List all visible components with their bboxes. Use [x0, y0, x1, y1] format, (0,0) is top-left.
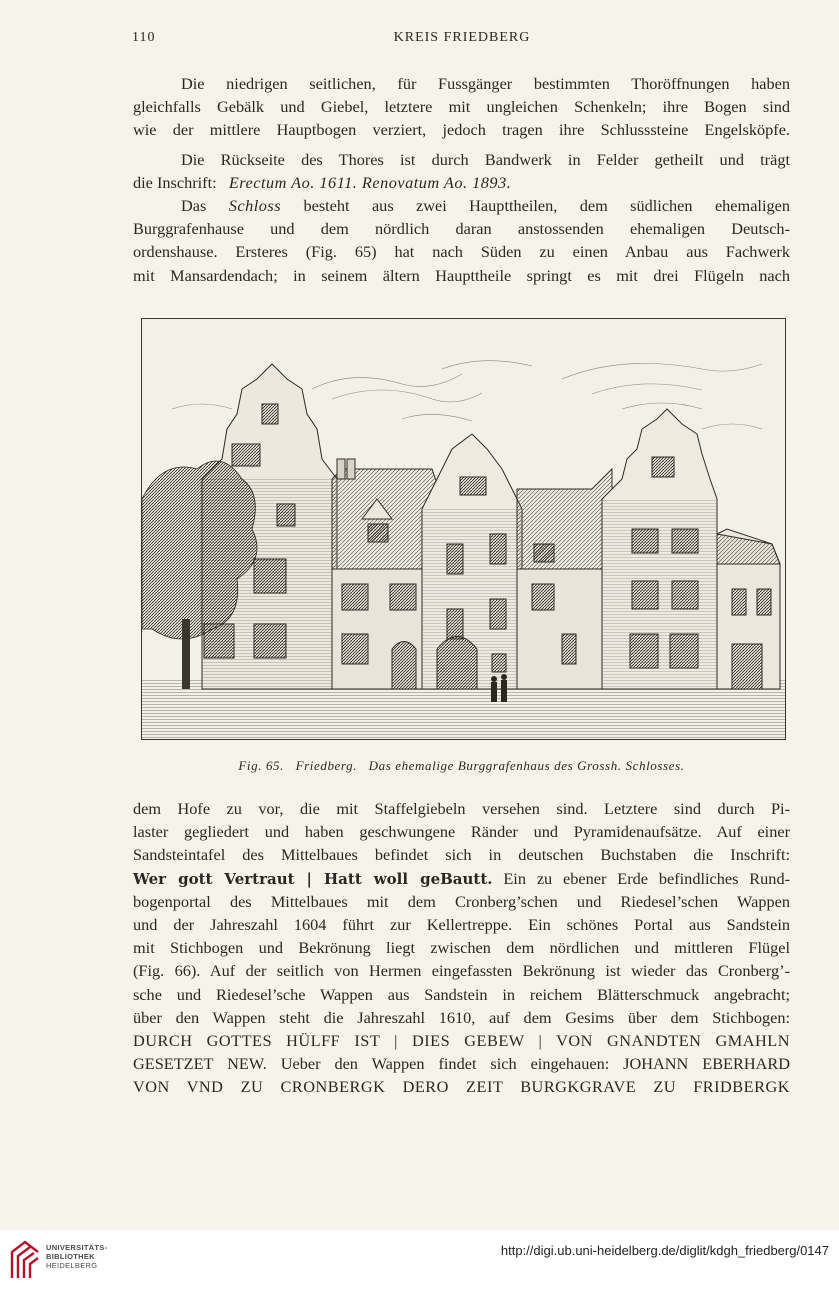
caption-place: Friedberg.: [295, 758, 358, 773]
emphasis-schloss: Schloss: [228, 196, 282, 215]
figure-caption: [133, 758, 790, 774]
text-line: gleichfalls Gebälk und Giebel, letztere mit ungleichen Schenkeln; ihre Bogen sind: [133, 97, 790, 117]
text-fragment: besteht aus zwei Haupttheilen, dem südlichen ehemaligen: [303, 196, 790, 215]
text-line: Burggrafenhause und dem nördlich daran anstossenden ehemaligen Deutsch-: [133, 219, 790, 239]
text-line: wie der mittlere Hauptbogen verziert, jedoch tragen ihre Schlusssteine Engelsköpfe.: [133, 120, 790, 140]
footer-bar: [0, 1230, 839, 1291]
paragraph-2: [133, 148, 790, 194]
paragraph-1: [133, 72, 790, 142]
text-line: Die niedrigen seitlichen, für Fussgänger bestimmten Thoröffnungen haben: [181, 74, 790, 93]
text-line: [133, 194, 790, 217]
library-line-3: HEIDELBERG: [46, 1261, 98, 1270]
library-line-1: UNIVERSITÄTS-: [46, 1243, 108, 1252]
inscription-latin: Erectum Ao. 1611. Renovatum Ao. 1893.: [228, 173, 512, 193]
figure-engraving: [141, 318, 786, 740]
text-line: Sandsteintafel des Mittelbaues befindet sich in deutschen Buchstaben die Inschrift:: [133, 845, 790, 865]
text-fragment: Ein zu ebener Erde befindliches Rund-: [503, 868, 791, 888]
text-line: VON VND ZU CRONBERGK DERO ZEIT BURGKGRAVE ZU FRIDBERGK: [133, 1077, 790, 1097]
text-line: [133, 171, 790, 194]
text-line: DURCH GOTTES HÜLFF IST | DIES GEBEW | VON GNANDTEN GMAHLN: [133, 1030, 790, 1050]
paragraph-4: [133, 797, 790, 1098]
text-line: mit Stichbogen und Bekrönung liegt zwischen dem nördlichen und mittleren Flügel: [133, 938, 790, 958]
text-line: GESETZET NEW. Ueber den Wappen findet sich eingehauen: JOHANN EBERHARD: [133, 1054, 790, 1074]
text-line: mit Mansardendach; in seinem ältern Haupttheile springt es mit drei Flügeln nach: [133, 265, 790, 285]
text-line: und der Jahreszahl 1604 führt zur Kellertreppe. Ein schönes Portal aus Sandstein: [133, 914, 790, 934]
paragraph-3: [133, 194, 790, 287]
fraktur-inscription: Wer gott Vertraut | Hatt woll geBautt.: [133, 869, 493, 888]
library-name[interactable]: [46, 1243, 107, 1270]
far-right-building: [717, 529, 780, 689]
text-line: ordenshause. Ersteres (Fig. 65) hat nach Süden zu einen Anbau aus Fachwerk: [133, 242, 790, 262]
text-line: sche und Riedesel’sche Wappen aus Sandstein in reichem Blätterschmuck angebracht;: [133, 984, 790, 1004]
library-line-2: BIBLIOTHEK: [46, 1252, 95, 1261]
caption-text: Das ehemalige Burggrafenhaus des Grossh. Schlosses.: [368, 758, 685, 773]
text-line: dem Hofe zu vor, die mit Staffelgiebeln versehen sind. Letztere sind durch Pi-: [133, 799, 790, 818]
text-line: bogenportal des Mittelbaues mit dem Cronberg’schen und Riedesel’schen Wappen: [133, 891, 790, 911]
text-line: Die Rückseite des Thores ist durch Bandwerk in Felder getheilt und trägt: [181, 150, 790, 169]
text-fragment: Das: [181, 196, 207, 215]
source-url-link[interactable]: http://digi.ub.uni-heidelberg.de/diglit/kdgh_friedberg/0147: [500, 1243, 829, 1258]
running-head: [132, 30, 792, 50]
castle-illustration: [142, 319, 785, 739]
text-line: über den Wappen steht die Jahreszahl 1610, auf dem Gesims über dem Stichbogen:: [133, 1007, 790, 1027]
text-line: laster gegliedert und haben geschwungene Ränder und Pyramidenaufsätze. Auf einer: [133, 822, 790, 842]
caption-number: Fig. 65.: [238, 758, 284, 773]
library-logo-icon[interactable]: [8, 1238, 42, 1280]
text-line: (Fig. 66). Auf der seitlich von Hermen eingefassten Bekrönung ist wieder das Cronberg’-: [133, 961, 790, 981]
running-title: KREIS FRIEDBERG: [393, 30, 531, 45]
inscription-label: die Inschrift:: [133, 173, 217, 193]
page-number: 110: [132, 30, 156, 45]
text-line: [133, 867, 790, 890]
